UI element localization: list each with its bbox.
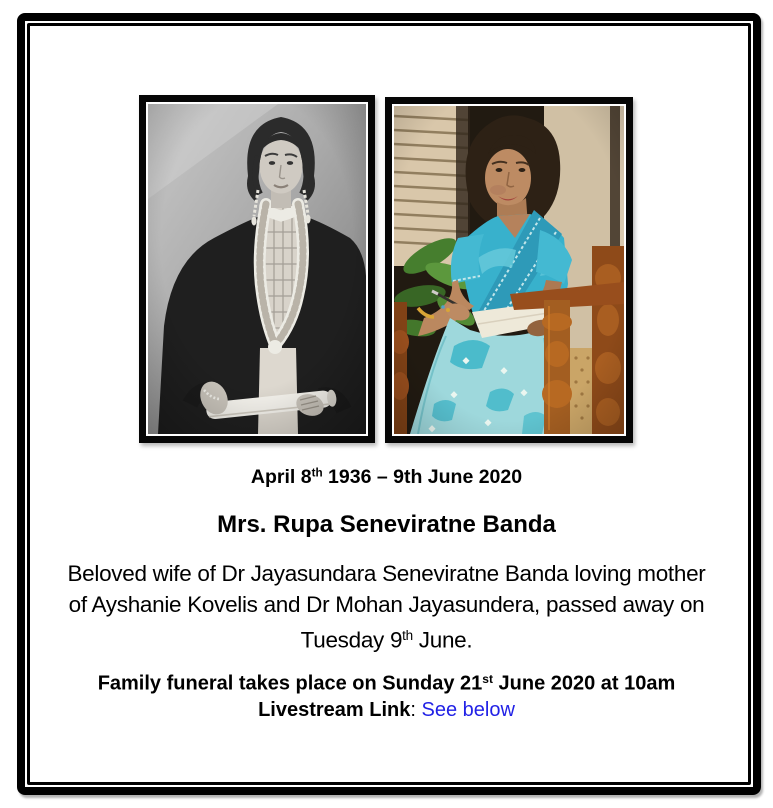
photo-elder-portrait bbox=[385, 97, 633, 443]
young-portrait-art bbox=[148, 104, 366, 434]
livestream-separator: : bbox=[410, 699, 422, 721]
dates-pre: April 8 bbox=[250, 466, 312, 488]
livestream-link[interactable]: See below bbox=[421, 699, 515, 721]
funeral-superscript: st bbox=[482, 672, 493, 686]
livestream-label: Livestream Link bbox=[258, 699, 411, 721]
tribute-line-3: Tuesday 9th June. bbox=[300, 627, 473, 653]
photo-young-portrait bbox=[139, 95, 375, 443]
livestream-line bbox=[0, 699, 773, 722]
tribute-paragraph bbox=[0, 558, 773, 655]
dates-post: 1936 – 9th June 2020 bbox=[322, 466, 523, 488]
deceased-name: Mrs. Rupa Seneviratne Banda bbox=[217, 511, 556, 538]
tribute-line-2: of Ayshanie Kovelis and Dr Mohan Jayasundera, passed away on bbox=[68, 592, 705, 617]
life-dates bbox=[0, 466, 773, 489]
tribute-line-1: Beloved wife of Dr Jayasundara Seneviratne Banda loving mother bbox=[67, 561, 706, 586]
tribute-superscript: th bbox=[402, 628, 413, 643]
dates-superscript: th bbox=[311, 466, 323, 480]
funeral-details: Family funeral takes place on Sunday 21st June 2020 at 10am bbox=[97, 672, 676, 695]
elder-portrait-art bbox=[394, 106, 624, 434]
